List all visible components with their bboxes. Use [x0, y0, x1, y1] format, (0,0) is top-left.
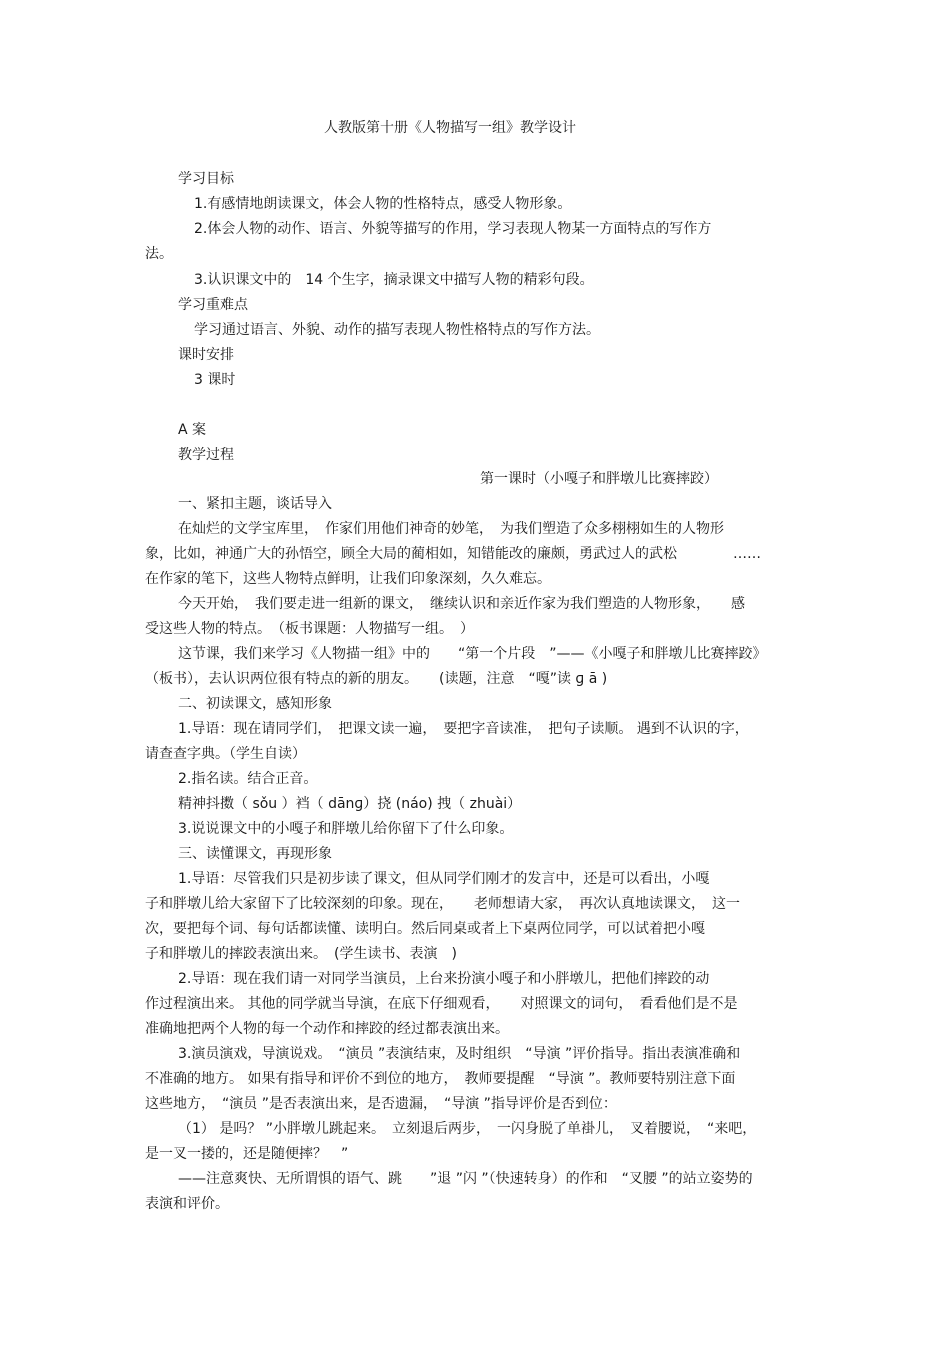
text-line: 3.说说课文中的小嘎子和胖墩儿给你留下了什么印象。: [178, 821, 514, 837]
text-line: ——注意爽快、无所谓惧的语气、跳 ”退 ”闪 ”（快速转身）的作和 “叉腰 ”的站立姿势的: [178, 1171, 753, 1187]
text-line: 学习重难点: [178, 297, 248, 313]
text-line: 这些地方， “演员 ”是否表演出来，是否遗漏， “导演 ”指导评价是否到位：: [145, 1096, 617, 1112]
text-line: 3.演员演戏，导演说戏。 “演员 ”表演结束，及时组织 “导演 ”评价指导。指出表演准确和: [178, 1046, 741, 1062]
text-line: 在作家的笔下，这些人物特点鲜明，让我们印象深刻，久久难忘。: [145, 571, 551, 587]
text-line: 学习目标: [178, 171, 234, 187]
text-line: 2.导语：现在我们请一对同学当演员，上台来扮演小嘎子和小胖墩儿，把他们摔跤的动: [178, 971, 710, 987]
text-line: A 案: [178, 422, 207, 438]
text-line: 第一课时（小嘎子和胖墩儿比赛摔跤）: [480, 471, 718, 487]
text-line: 一、紧扣主题，谈话导入: [178, 496, 332, 512]
text-line: 1.导语：尽管我们只是初步读了课文，但从同学们刚才的发言中，还是可以看出，小嘎: [178, 871, 710, 887]
text-line: 教学过程: [178, 447, 234, 463]
text-line: 2.指名读。结合正音。: [178, 771, 318, 787]
text-line: 象，比如，神通广大的孙悟空，顾全大局的蔺相如，知错能改的廉颇，勇武过人的武松 ……: [145, 546, 761, 562]
text-line: 3 课时: [194, 372, 236, 388]
text-line: 今天开始， 我们要走进一组新的课文， 继续认识和亲近作家为我们塑造的人物形象， 感: [178, 596, 745, 612]
text-line: 1.导语：现在请同学们， 把课文读一遍， 要把字音读准， 把句子读顺。 遇到不认识的字，: [178, 721, 749, 737]
text-line: 是一叉一搂的，还是随便摔？ ”: [145, 1146, 349, 1162]
text-line: （板书），去认识两位很有特点的新的朋友。 (读题，注意 “嘎”读 ɡ ā ): [145, 671, 608, 687]
text-line: 作过程演出来。 其他的同学就当导演，在底下仔细观看， 对照课文的词句， 看看他们是不是: [145, 996, 738, 1012]
text-line: 学习通过语言、外貌、动作的描写表现人物性格特点的写作方法。: [194, 322, 600, 338]
text-line: 1.有感情地朗读课文，体会人物的性格特点，感受人物形象。: [194, 196, 572, 212]
text-line: 受这些人物的特点。 （板书课题：人物描写一组。 ）: [145, 621, 474, 637]
text-line: （1） 是吗？ ”小胖墩儿跳起来。 立刻退后两步， 一闪身脱了单褂儿， 叉着腰说， “来吧，: [178, 1121, 757, 1137]
text-line: 二、初读课文，感知形象: [178, 696, 332, 712]
text-line: 这节课，我们来学习《人物描一组》中的 “第一个片段 ”——《小嘎子和胖墩儿比赛摔跤》: [178, 646, 767, 662]
text-line: 法。: [145, 246, 173, 262]
text-line: 子和胖墩儿的摔跤表演出来。 (学生读书、表演 ): [145, 946, 457, 962]
text-line: 准确地把两个人物的每一个动作和摔跤的经过都表演出来。: [145, 1021, 509, 1037]
text-line: 子和胖墩儿给大家留下了比较深刻的印象。现在， 老师想请大家， 再次认真地读课文， 这一: [145, 896, 740, 912]
text-line: 精神抖擞（ sǒu ）裆（ dānɡ）挠 (náo) 拽（ zhuài）: [178, 796, 522, 812]
text-line: 不准确的地方。 如果有指导和评价不到位的地方， 教师要提醒 “导演 ”。教师要特别注意下面: [145, 1071, 736, 1087]
text-line: 2.体会人物的动作、语言、外貌等描写的作用，学习表现人物某一方面特点的写作方: [194, 221, 712, 237]
text-line: 请查查字典。（学生自读）: [145, 746, 306, 762]
text-line: 课时安排: [178, 347, 234, 363]
document-title: 人教版第十册《人物描写一组》教学设计: [324, 120, 576, 136]
text-line: 表演和评价。: [145, 1196, 229, 1212]
text-line: 在灿烂的文学宝库里， 作家们用他们神奇的妙笔， 为我们塑造了众多栩栩如生的人物形: [178, 521, 724, 537]
text-line: 三、读懂课文，再现形象: [178, 846, 332, 862]
text-line: 3.认识课文中的 14 个生字，摘录课文中描写人物的精彩句段。: [194, 272, 594, 288]
text-line: 次，要把每个词、每句话都读懂、读明白。然后同桌或者上下桌两位同学，可以试着把小嘎: [145, 921, 705, 937]
